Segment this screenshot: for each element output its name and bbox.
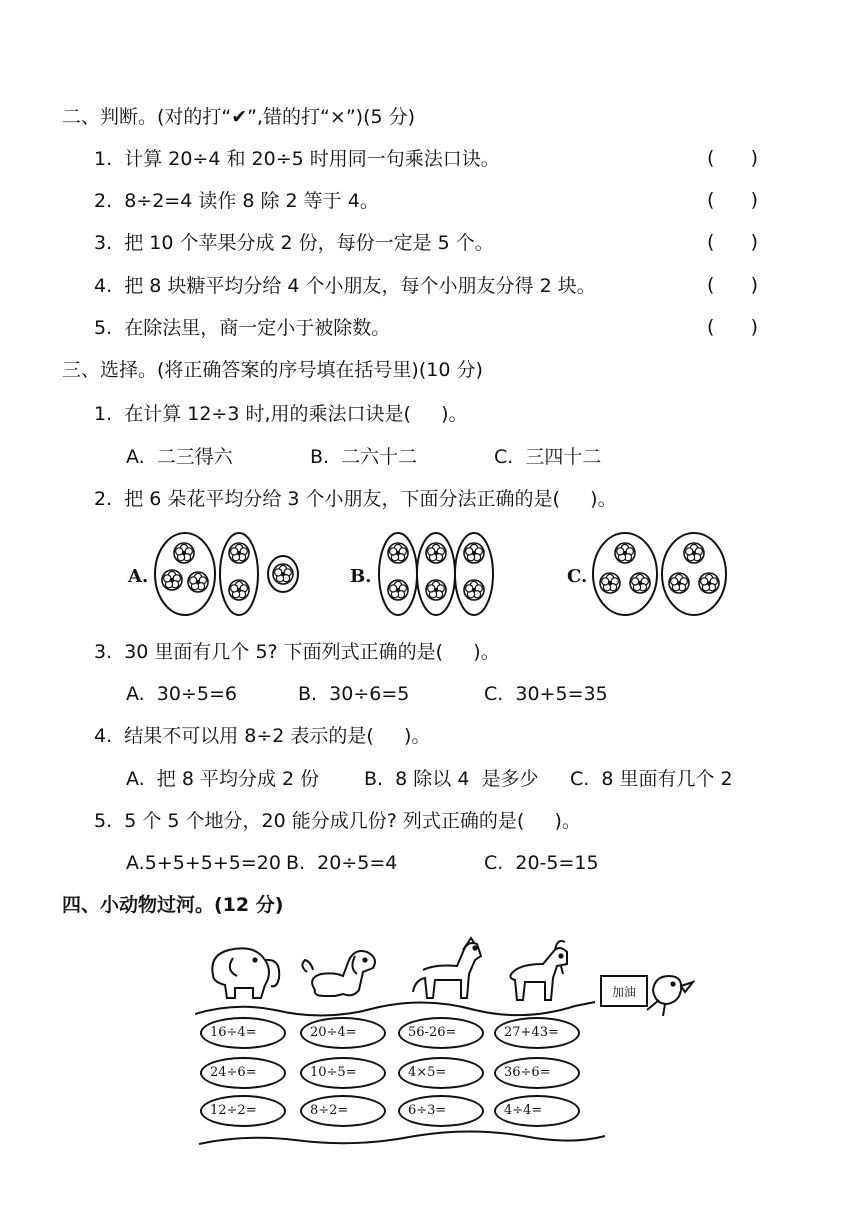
section3-title: 三、选择。(将正确答案的序号填在括号里)(10 分) [62, 359, 483, 381]
sign-label: 加油 [611, 985, 637, 999]
choice-question-4: 4. 结果不可以用 8÷2 表示的是( )。 [94, 725, 431, 747]
choice-question-3: 3. 30 里面有几个 5? 下面列式正确的是( )。 [94, 641, 500, 663]
equation-oval[interactable]: 36÷6= [494, 1057, 580, 1089]
q4-option-b[interactable]: B. 8 除以 4 是多少 [364, 768, 539, 790]
figure-label-a: A. [128, 566, 149, 587]
q5-option-b[interactable]: B. 20÷5=4 [286, 852, 398, 874]
judge-item-5: 5. 在除法里，商一定小于被除数。 [94, 317, 391, 339]
q5-option-a[interactable]: A.5+5+5+5=20 [126, 852, 281, 874]
choice-question-2: 2. 把 6 朵花平均分给 3 个小朋友，下面分法正确的是( )。 [94, 488, 617, 510]
dog-icon [302, 951, 375, 996]
equation-oval[interactable]: 4×5= [398, 1057, 484, 1089]
equation-oval[interactable]: 10÷5= [300, 1057, 386, 1089]
q1-option-b[interactable]: B. 二六十二 [310, 446, 418, 468]
q3-option-b[interactable]: B. 30÷6=5 [298, 683, 410, 705]
equation-oval[interactable]: 27+43= [494, 1017, 580, 1049]
horse-icon [413, 938, 481, 998]
figure-label-c: C. [567, 566, 588, 587]
judge-item-4: 4. 把 8 块糖平均分给 4 个小朋友，每个小朋友分得 2 块。 [94, 275, 596, 297]
bird-icon [647, 976, 693, 1016]
equation-oval[interactable]: 8÷2= [300, 1095, 386, 1127]
q4-option-c[interactable]: C. 8 里面有几个 2 [570, 768, 733, 790]
judge-item-2: 2. 8÷2=4 读作 8 除 2 等于 4。 [94, 190, 379, 212]
equation-oval[interactable]: 12÷2= [200, 1095, 286, 1127]
q5-option-c[interactable]: C. 20-5=15 [484, 852, 599, 874]
q3-option-a[interactable]: A. 30÷5=6 [126, 683, 237, 705]
equation-oval[interactable]: 4÷4= [494, 1095, 580, 1127]
judge-item-1: 1. 计算 20÷4 和 20÷5 时用同一句乘法口诀。 [94, 148, 500, 170]
answer-paren-3[interactable]: ( ) [707, 231, 759, 253]
section4-title: 四、小动物过河。(12 分) [62, 894, 284, 916]
flower-division-figure [120, 530, 740, 620]
q1-option-c[interactable]: C. 三四十二 [494, 446, 602, 468]
q1-option-a[interactable]: A. 二三得六 [126, 446, 233, 468]
judge-item-3: 3. 把 10 个苹果分成 2 份，每份一定是 5 个。 [94, 232, 494, 254]
q4-option-a[interactable]: A. 把 8 平均分成 2 份 [126, 768, 320, 790]
choice-question-1: 1. 在计算 12÷3 时,用的乘法口诀是( )。 [94, 403, 468, 425]
answer-paren-1[interactable]: ( ) [707, 147, 759, 169]
q3-option-c[interactable]: C. 30+5=35 [484, 683, 608, 705]
answer-paren-4[interactable]: ( ) [707, 274, 759, 296]
elephant-icon [212, 948, 279, 998]
answer-paren-2[interactable]: ( ) [707, 189, 759, 211]
choice-question-5: 5. 5 个 5 个地分，20 能分成几份? 列式正确的是( )。 [94, 810, 581, 832]
equation-oval[interactable]: 16÷4= [200, 1017, 286, 1049]
equation-oval[interactable]: 6÷3= [398, 1095, 484, 1127]
goat-icon [510, 941, 567, 1000]
equation-oval[interactable]: 24÷6= [200, 1057, 286, 1089]
equation-oval[interactable]: 56-26= [398, 1017, 484, 1049]
answer-paren-5[interactable]: ( ) [707, 316, 759, 338]
section2-title: 二、判断。(对的打“✔”,错的打“×”)(5 分) [62, 106, 416, 128]
figure-label-b: B. [350, 566, 372, 587]
equation-oval[interactable]: 20÷4= [300, 1017, 386, 1049]
